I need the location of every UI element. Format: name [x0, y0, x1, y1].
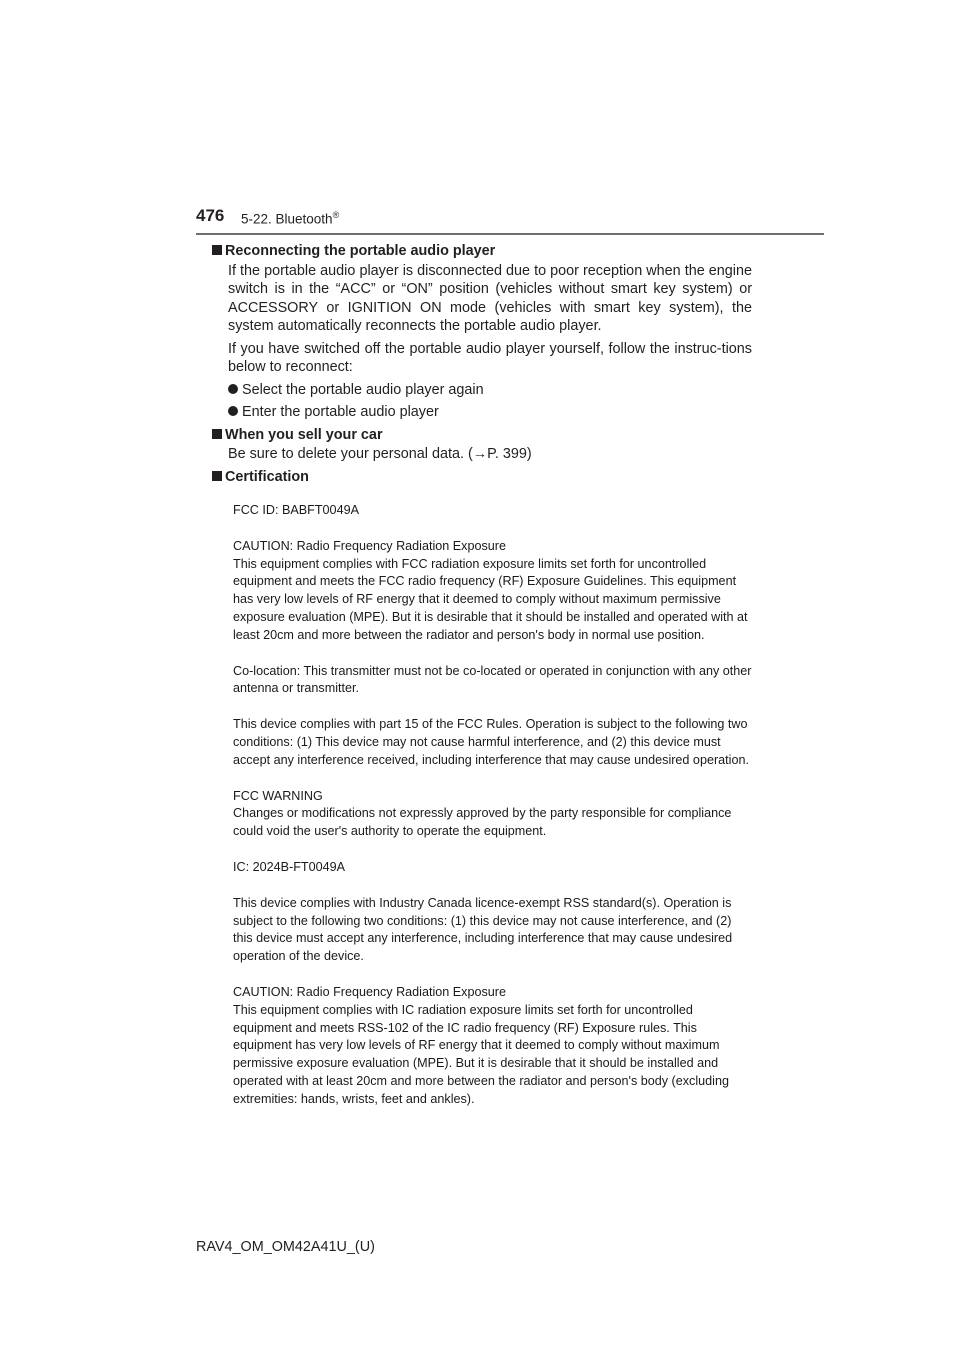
section-certification	[212, 468, 752, 487]
section-heading	[212, 468, 752, 487]
section-heading-text: Certification	[225, 468, 309, 485]
bullet-text: Enter the portable audio player	[242, 404, 439, 420]
paragraph: Be sure to delete your personal data. (→P. 399)	[228, 446, 532, 462]
fcc-caution: CAUTION: Radio Frequency Radiation Exposure This equipment complies with FCC radiation exposure limits set forth for uncontrolled equipment and meets the FCC radio frequency (RF) Exposure Guidelines. This equipment has very low levels of RF energy that it deemed to comply without maximum permissive exposure evaluation (MPE). But it is desirable that it should be installed and operated with at least 20cm and more between the radiator and person's body in normal use position.	[233, 538, 748, 642]
section-heading	[212, 426, 752, 445]
bullet-text: Select the portable audio player again	[242, 381, 484, 398]
fcc-id: FCC ID: BABFT0049A	[233, 503, 359, 517]
page-number: 476	[196, 206, 225, 225]
ic-statement: This device complies with Industry Canada licence-exempt RSS standard(s). Operation is subject to the following two conditions: (1) this device may not cause interference, and (2) this device must accept any interference, including interference that may cause undesired operation of the device.	[233, 895, 733, 964]
section-reconnecting	[212, 242, 752, 422]
paragraph: If you have switched off the portable audio player yourself, follow the instruc-tions below to reconnect:	[228, 340, 752, 375]
paragraph: If the portable audio player is disconnected due to poor reception when the engine switch is in the “ACC” or “ON” position (vehicles without smart key system) or ACCESSORY or IGNITION ON mode (vehicles with smart key system), the system automatically reconnects the portable audio player.	[228, 262, 752, 334]
chapter-title	[241, 210, 339, 227]
section-heading-text: When you sell your car	[225, 426, 383, 443]
ic-caution: CAUTION: Radio Frequency Radiation Exposure This equipment complies with IC radiation exposure limits set forth for uncontrolled equipment and meets RSS-102 of the IC radio frequency (RF) Exposure rules. This equipment has very low levels of RF energy that it deemed to comply without maximum permissive exposure evaluation (MPE). But it is desirable that it should be installed and operated with at least 20cm and more between the radiator and person's body (excluding extremities: hands, wrists, feet and ankles).	[233, 984, 729, 1106]
part15-statement: This device complies with part 15 of the FCC Rules. Operation is subject to the following two conditions: (1) This device may not cause harmful interference, and (2) this device must accept any interference received, including interference that may cause undesired operation.	[233, 717, 749, 767]
section-heading	[212, 242, 752, 261]
registered-mark: ®	[332, 210, 340, 220]
ic-id: IC: 2024B-FT0049A	[233, 859, 346, 874]
bullet-item	[228, 403, 752, 422]
header-rule	[196, 233, 824, 235]
square-bullet-icon	[212, 245, 222, 255]
section-heading-text: Reconnecting the portable audio player	[225, 243, 496, 259]
section-sell-car	[212, 426, 752, 464]
square-bullet-icon	[212, 429, 222, 439]
bullet-item	[228, 381, 752, 400]
circle-bullet-icon	[228, 406, 238, 416]
main-content	[212, 242, 752, 486]
certification-block	[233, 502, 753, 1127]
fcc-warning: FCC WARNING Changes or modifications not expressly approved by the party responsible for compliance could void the user's authority to operate the equipment.	[233, 788, 732, 839]
circle-bullet-icon	[228, 384, 238, 394]
manual-code: RAV4_OM_OM42A41U_(U)	[196, 1239, 375, 1255]
square-bullet-icon	[212, 471, 222, 481]
colocation-statement: Co-location: This transmitter must not be co-located or operated in conjunction with any other antenna or transmitter.	[233, 663, 752, 696]
chapter-title-text: 5-22. Bluetooth	[241, 211, 333, 227]
